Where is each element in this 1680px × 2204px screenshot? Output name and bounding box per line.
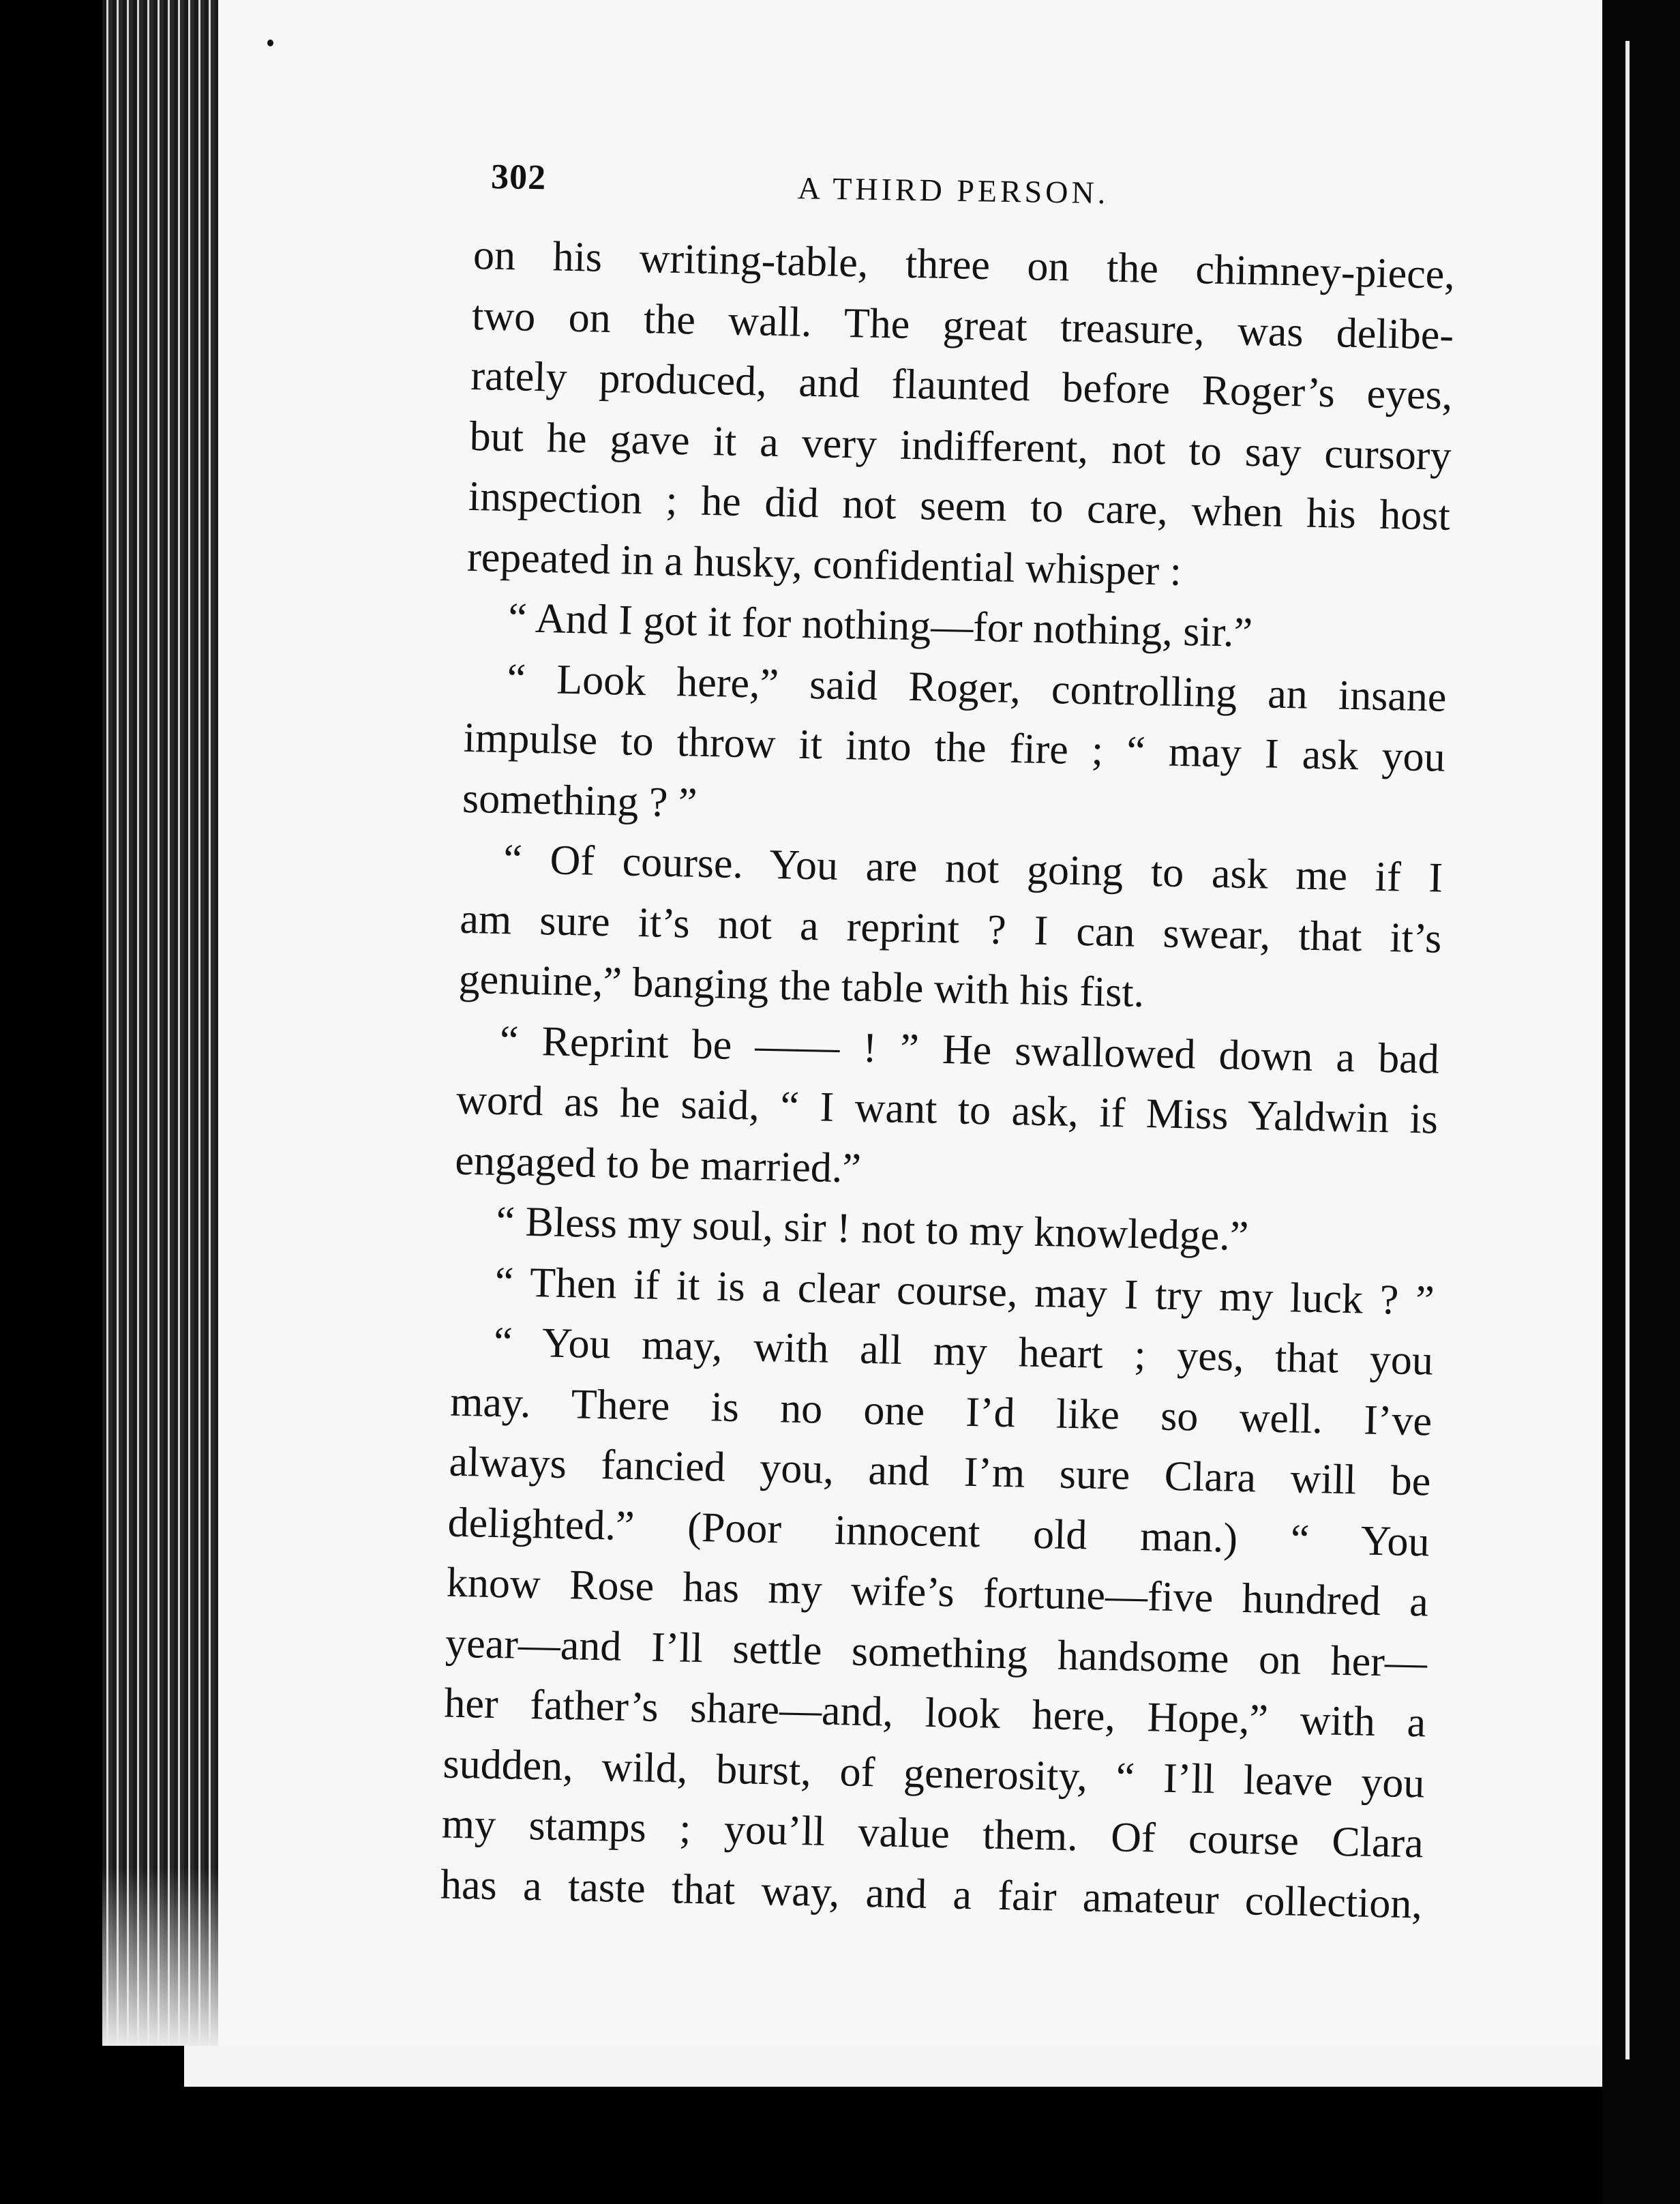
text-line: word as he said, “ I want to ask, if Miss Yaldwin is [455,1076,1439,1143]
text-line: know Rose has my wife’s fortune—five hundred a [446,1559,1429,1626]
page-number: 302 [490,158,547,198]
text-line: impulse to throw it into the fire ; “ may I ask you [463,714,1446,781]
text-line: genuine,” banging the table with his fist. [458,955,1145,1016]
text-line: engaged to be married.” [454,1137,862,1192]
text-line: but he gave it a very indifferent, not to say cursory [469,413,1452,479]
text-line: my stamps ; you’ll value them. Of course Clara [441,1800,1424,1867]
text-line: repeated in a husky, confidential whisper : [466,533,1182,595]
text-line: “ And I got it for nothing—for nothing, sir.” [507,595,1253,657]
page-bottom-edge [184,2046,1616,2087]
text-line: her father’s share—and, look here, Hope,” with a [443,1680,1426,1746]
body-text [440,225,1455,1934]
text-line: “ You may, with all my heart ; yes, that you [493,1318,1434,1384]
text-line: “ Then if it is a clear course, may I try my luck ? ” [494,1258,1435,1324]
text-line: “ Look here,” said Roger, controlling an insane [506,655,1448,721]
ink-speck [267,40,273,46]
text-line: am sure it’s not a reprint ? I can swear, that it’s [459,895,1442,962]
running-title: A THIRD PERSON. [797,170,1109,211]
text-line: “ Bless my soul, sir ! not to my knowledge.” [496,1197,1249,1260]
facing-page-edge [1625,41,1630,2059]
page-edges [102,0,225,2046]
text-line: year—and I’ll settle something handsome on her— [445,1620,1428,1686]
text-line: may. There is no one I’d like so well. I’ve [449,1378,1432,1445]
text-line: “ Reprint be —— ! ” He swallowed down a bad [499,1017,1440,1083]
text-line: something ? ” [462,775,698,827]
text-line: rately produced, and flaunted before Roger’s eyes, [470,352,1453,419]
right-gutter [1602,0,1680,2204]
text-line: “ Of course. You are not going to ask me if I [502,836,1443,902]
text-line: always fancied you, and I’m sure Clara will be [448,1438,1431,1505]
text-line: delighted.” (Poor innocent old man.) “ You [447,1499,1430,1566]
text-line: inspection ; he did not seem to care, when his host [468,473,1451,539]
text-line: two on the wall. The great treasure, was delibe- [471,292,1454,359]
text-line: on his writing-table, three on the chimney-piece, [472,231,1456,298]
text-line: has a taste that way, and a fair amateur collection, [440,1861,1423,1927]
text-line: sudden, wild, burst, of generosity, “ I’ll leave you [442,1740,1426,1806]
page-edges-fade [102,1868,225,2046]
